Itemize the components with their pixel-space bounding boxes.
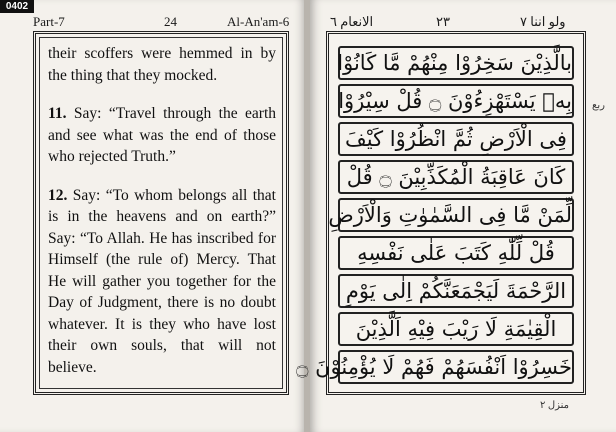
arabic-line: بِهٖ يَسْتَهْزِءُوْنَ ۝ قُلْ سِيْرُوْا: [338, 84, 574, 118]
arabic-line: الرَّحْمَةَ لَيَجْمَعَنَّكُمْ اِلٰى يَوْمِ: [338, 274, 574, 308]
page-number: 24: [164, 14, 177, 29]
arabic-page-number: ٢٣: [436, 14, 450, 29]
footer-marker: منزل ٢: [540, 400, 570, 411]
translation-text: [48, 43, 276, 395]
paragraph-text: Say: “To whom belongs all that is in the heavens and on earth?” Say: “To Allah. He has inscribed for Himself (the rule of) Mercy. That He will gather you together for the Day of Judgment, there is no doubt whatever. It is they who have lost their own souls, that will not believe.: [48, 186, 276, 376]
margin-marker: ربع: [592, 100, 605, 111]
paragraph-verse-12: [48, 185, 276, 379]
arabic-line: بالَّذِيْنَ سَخِرُوْا مِنْهُمْ مَّا كَانُوْا: [338, 46, 574, 80]
arabic-line: فِى الْاَرْضِ ثُمَّ انْظُرُوْا كَيْفَ: [338, 122, 574, 156]
arabic-part-header: ولو اننا ٧: [520, 14, 566, 29]
arabic-surah-header: الانعام ٦: [330, 14, 374, 29]
paragraph-verse-11: [48, 103, 276, 168]
arabic-line: كَانَ عَاقِبَةُ الْمُكَذِّبِيْنَ ۝ قُلْ: [338, 160, 574, 194]
paragraph-text: Say: “Travel through the earth and see what was the end of those who rejected Truth.”: [48, 105, 276, 165]
surah-label: Al-An'am-6: [227, 14, 290, 29]
arabic-line: خَسِرُوْا اَنْفُسَهُمْ فَهُمْ لَا يُؤْمِنُوْنَ ۝: [338, 350, 574, 384]
verse-number: 11.: [48, 105, 67, 122]
paragraph-continuation: [48, 43, 276, 86]
part-label: Part-7: [33, 14, 65, 29]
arabic-line: قُلْ لِّلّٰهِ كَتَبَ عَلٰى نَفْسِهِ: [338, 236, 574, 270]
paragraph-text: their scoffers were hemmed in by the thing that they mocked.: [48, 45, 276, 84]
scan-id-label: 0402: [0, 0, 34, 13]
arabic-line: الْقِيٰمَةِ لَا رَيْبَ فِيْهِ اَلَّذِيْنَ: [338, 312, 574, 346]
verse-number: 12.: [48, 186, 68, 204]
arabic-line: لِّمَنْ مَّا فِى السَّمٰوٰتِ وَالْاَرْضِ: [338, 198, 574, 232]
